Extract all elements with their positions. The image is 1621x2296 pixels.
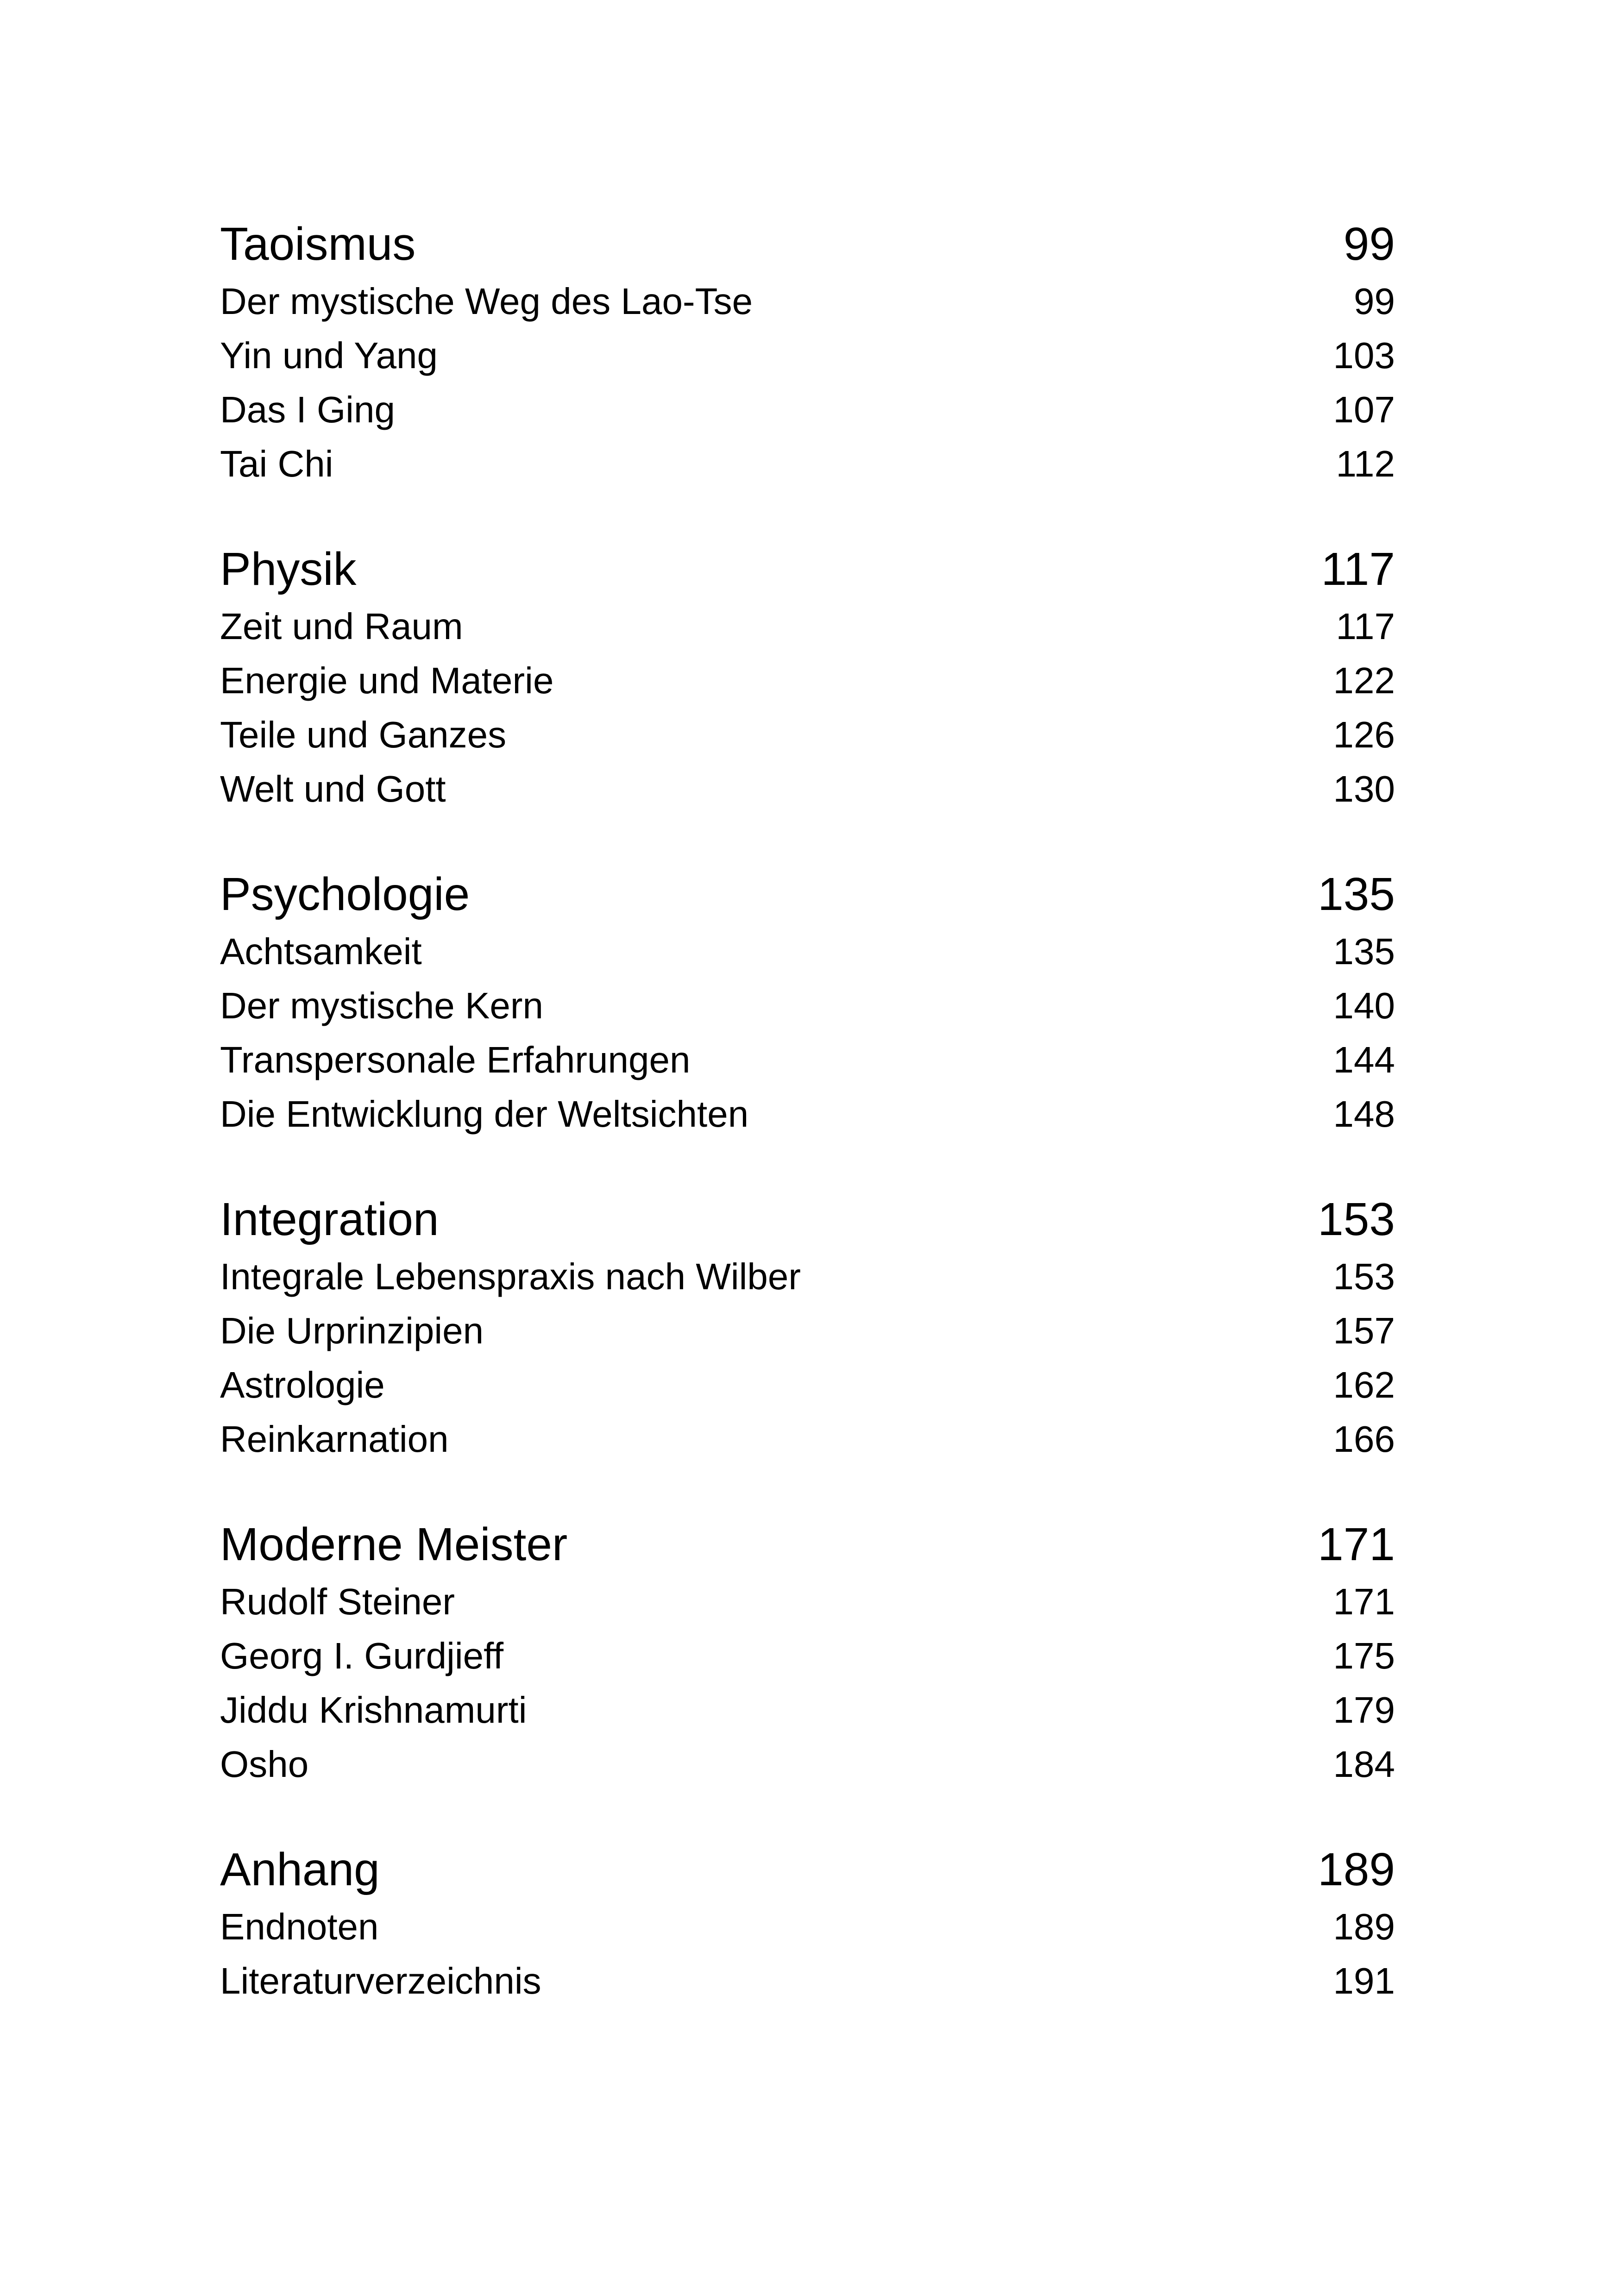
entry-title: Die Entwicklung der Weltsichten [220, 1093, 749, 1135]
heading-title: Psychologie [220, 868, 470, 920]
toc-entry [220, 334, 1395, 389]
heading-page-number: 99 [1343, 218, 1395, 270]
entry-page-number: 157 [1333, 1310, 1395, 1351]
toc-entry [220, 714, 1395, 768]
heading-page-number: 135 [1318, 868, 1395, 920]
entry-page-number: 117 [1336, 606, 1395, 647]
entry-page-number: 171 [1333, 1581, 1395, 1622]
entry-page-number: 148 [1333, 1093, 1395, 1135]
toc-entry [220, 280, 1395, 334]
toc-entry [220, 1364, 1395, 1418]
entry-page-number: 107 [1333, 389, 1395, 430]
toc-entry [220, 443, 1395, 497]
toc-heading [220, 543, 1395, 597]
entry-title: Zeit und Raum [220, 606, 463, 647]
toc-entry [220, 1906, 1395, 1960]
entry-page-number: 162 [1333, 1364, 1395, 1405]
toc-entry [220, 1743, 1395, 1797]
toc-heading [220, 868, 1395, 922]
toc-entry [220, 1310, 1395, 1364]
entry-page-number: 135 [1333, 931, 1395, 972]
entry-page-number: 140 [1333, 985, 1395, 1026]
heading-page-number: 153 [1318, 1193, 1395, 1245]
heading-title: Physik [220, 543, 357, 595]
entry-title: Das I Ging [220, 389, 395, 430]
toc-entry [220, 1960, 1395, 2014]
toc-entry [220, 389, 1395, 443]
toc-entry [220, 1418, 1395, 1472]
entry-title: Endnoten [220, 1906, 379, 1947]
entry-page-number: 126 [1333, 714, 1395, 755]
entry-page-number: 144 [1333, 1039, 1395, 1080]
toc-entry [220, 1635, 1395, 1689]
entry-page-number: 175 [1333, 1635, 1395, 1676]
toc-entry [220, 605, 1395, 659]
entry-title: Reinkarnation [220, 1418, 449, 1460]
entry-page-number: 130 [1333, 768, 1395, 809]
toc-heading [220, 218, 1395, 272]
entry-title: Energie und Materie [220, 660, 554, 701]
entry-title: Teile und Ganzes [220, 714, 507, 755]
entry-title: Der mystische Kern [220, 985, 543, 1026]
toc-heading [220, 1193, 1395, 1247]
entry-page-number: 112 [1336, 443, 1395, 484]
entry-page-number: 179 [1333, 1689, 1395, 1731]
toc-entry [220, 1689, 1395, 1743]
toc-entry [220, 985, 1395, 1039]
toc-heading [220, 1843, 1395, 1897]
toc-entry [220, 768, 1395, 822]
entry-page-number: 191 [1333, 1960, 1395, 2001]
entry-title: Osho [220, 1744, 309, 1785]
heading-title: Taoismus [220, 218, 416, 270]
heading-title: Integration [220, 1193, 439, 1245]
entry-title: Integrale Lebenspraxis nach Wilber [220, 1256, 801, 1297]
toc-entry [220, 1581, 1395, 1635]
toc-entry [220, 1039, 1395, 1093]
entry-page-number: 189 [1333, 1906, 1395, 1947]
heading-page-number: 117 [1321, 543, 1395, 595]
toc-entry [220, 659, 1395, 714]
entry-title: Achtsamkeit [220, 931, 422, 972]
heading-title: Moderne Meister [220, 1518, 568, 1570]
entry-page-number: 166 [1333, 1418, 1395, 1460]
entry-title: Rudolf Steiner [220, 1581, 455, 1622]
entry-title: Die Urprinzipien [220, 1310, 484, 1351]
heading-page-number: 189 [1318, 1844, 1395, 1895]
entry-title: Astrologie [220, 1364, 385, 1405]
entry-title: Transpersonale Erfahrungen [220, 1039, 691, 1080]
entry-title: Tai Chi [220, 443, 333, 484]
entry-title: Literaturverzeichnis [220, 1960, 541, 2001]
entry-title: Jiddu Krishnamurti [220, 1689, 527, 1731]
toc-entry [220, 930, 1395, 985]
toc-entry [220, 1093, 1395, 1147]
toc-heading [220, 1518, 1395, 1572]
entry-page-number: 99 [1354, 281, 1395, 322]
entry-page-number: 103 [1333, 335, 1395, 376]
entry-page-number: 184 [1333, 1744, 1395, 1785]
entry-title: Georg I. Gurdjieff [220, 1635, 504, 1676]
entry-title: Yin und Yang [220, 335, 438, 376]
toc-entry [220, 1255, 1395, 1310]
entry-title: Der mystische Weg des Lao-Tse [220, 281, 753, 322]
heading-page-number: 171 [1318, 1518, 1395, 1570]
entry-page-number: 153 [1333, 1256, 1395, 1297]
heading-title: Anhang [220, 1844, 380, 1895]
entry-title: Welt und Gott [220, 768, 446, 809]
entry-page-number: 122 [1333, 660, 1395, 701]
